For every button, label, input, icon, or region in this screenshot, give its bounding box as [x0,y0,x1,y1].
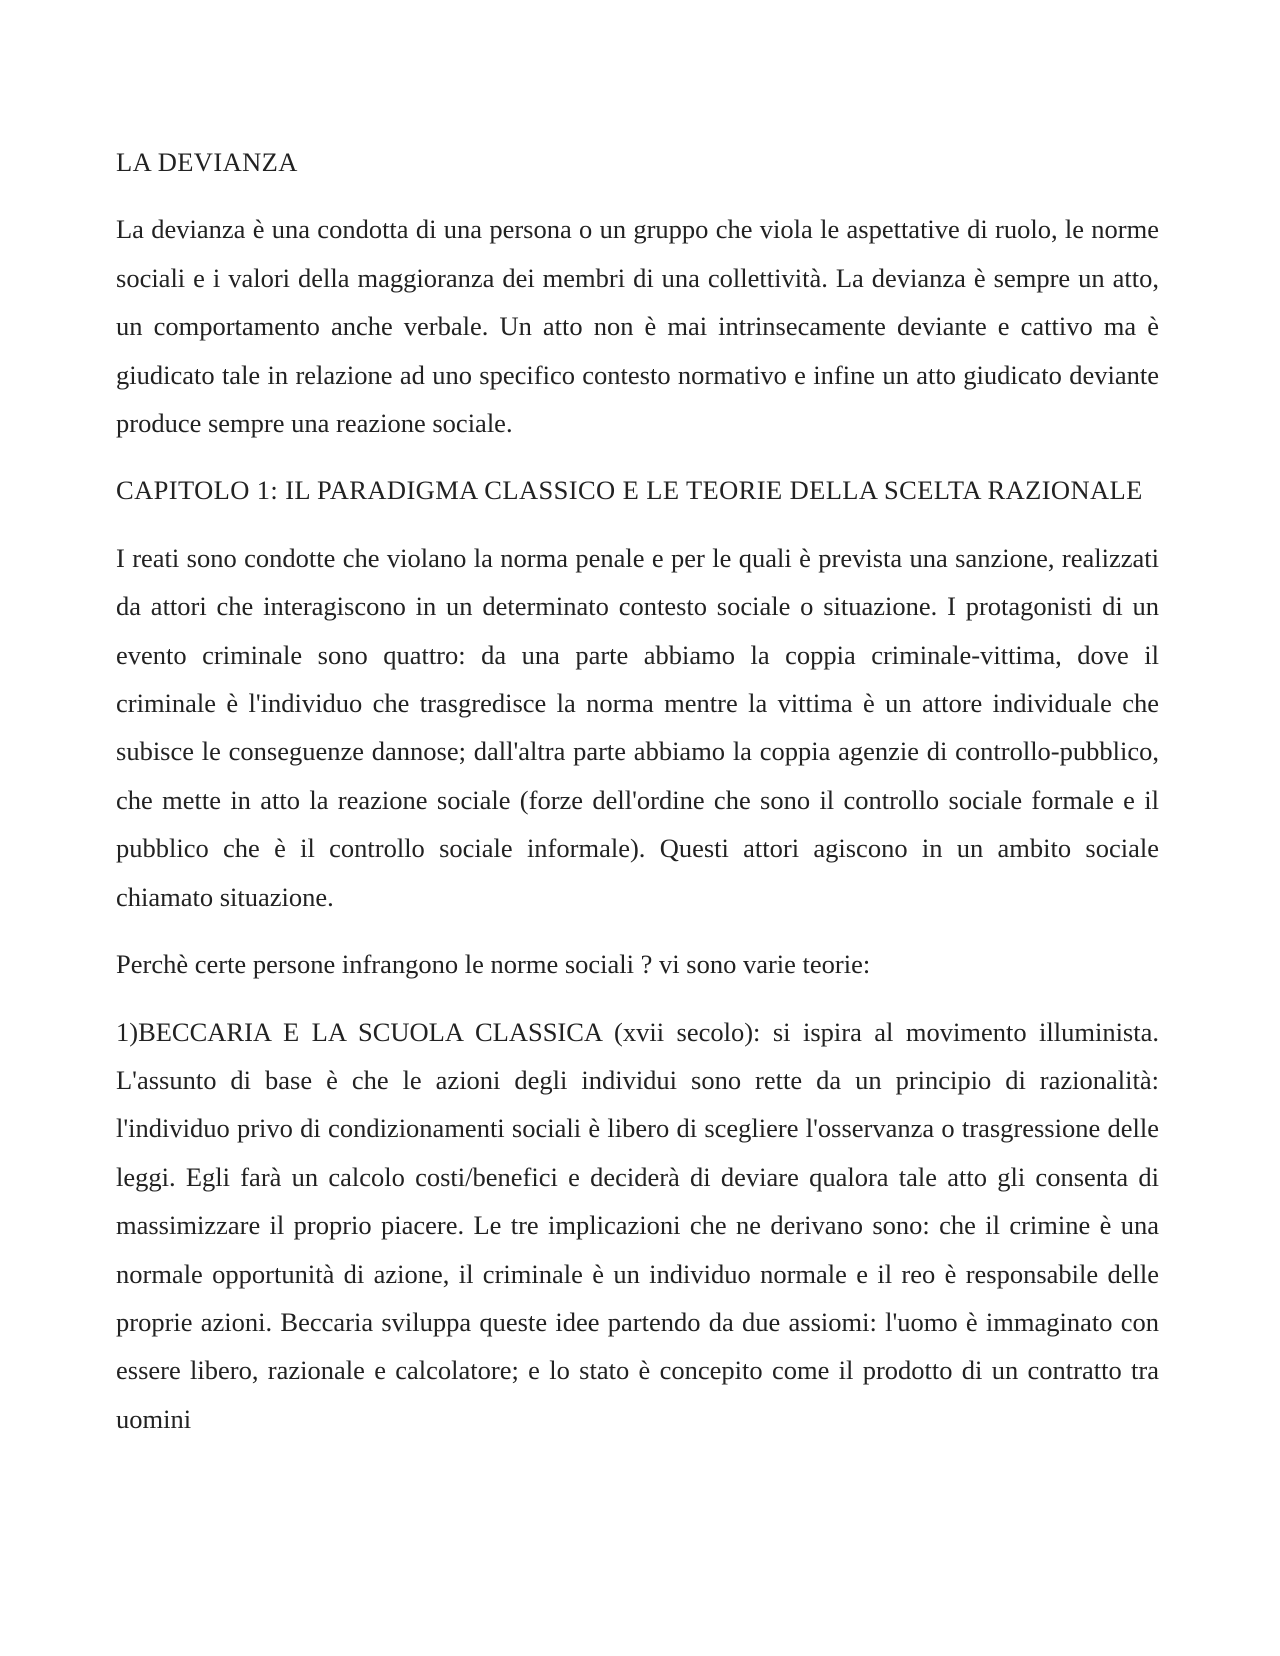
chapter-heading: CAPITOLO 1: IL PARADIGMA CLASSICO E LE TEORIE DELLA SCELTA RAZIONALE [116,475,1143,506]
beccaria-paragraph: 1)BECCARIA E LA SCUOLA CLASSICA (xvii secolo): si ispira al movimento illuminista. L'assunto di base è che le azioni degli individui sono rette da un principio di razionalità: l'individuo privo di condizionamenti sociali è libero di scegliere l'osservanza o trasgressione delle leggi. Egli farà un calcolo costi/benefici e deciderà di deviare qualora tale atto gli consenta di massimizzare il proprio piacere. Le tre implicazioni che ne derivano sono: che il crimine è una normale opportunità di azione, il criminale è un individuo normale e il reo è responsabile delle proprie azioni. Beccaria sviluppa queste idee partendo da due assiomi: l'uomo è immaginato con essere libero, razionale e calcolatore; e lo stato è concepito come il prodotto di un contratto tra uomini [116,1016,1159,1434]
document-body [116,138,1159,1443]
question-paragraph: Perchè certe persone infrangono le norme sociali ? vi sono varie teorie: [116,949,871,980]
reati-paragraph: I reati sono condotte che violano la norma penale e per le quali è prevista una sanzione, realizzati da attori che interagiscono in un determinato contesto sociale o situazione. I protagonisti di un evento criminale sono quattro: da una parte abbiamo la coppia criminale-vittima, dove il criminale è l'individuo che trasgredisce la norma mentre la vittima è un attore individuale che subisce le conseguenze dannose; dall'altra parte abbiamo la coppia agenzie di controllo-pubblico, che mette in atto la reazione sociale (forze dell'ordine che sono il controllo sociale formale e il pubblico che è il controllo sociale informale). Questi attori agiscono in un ambito sociale chiamato situazione. [116,542,1159,912]
document-title: LA DEVIANZA [116,147,298,177]
intro-paragraph: La devianza è una condotta di una persona o un gruppo che viola le aspettative di ruolo, le norme sociali e i valori della maggioranza dei membri di una collettività. La devianza è sempre un atto, un comportamento anche verbale. Un atto non è mai intrinsecamente deviante e cattivo ma è giudicato tale in relazione ad uno specifico contesto normativo e infine un atto giudicato deviante produce sempre una reazione sociale. [116,214,1159,439]
